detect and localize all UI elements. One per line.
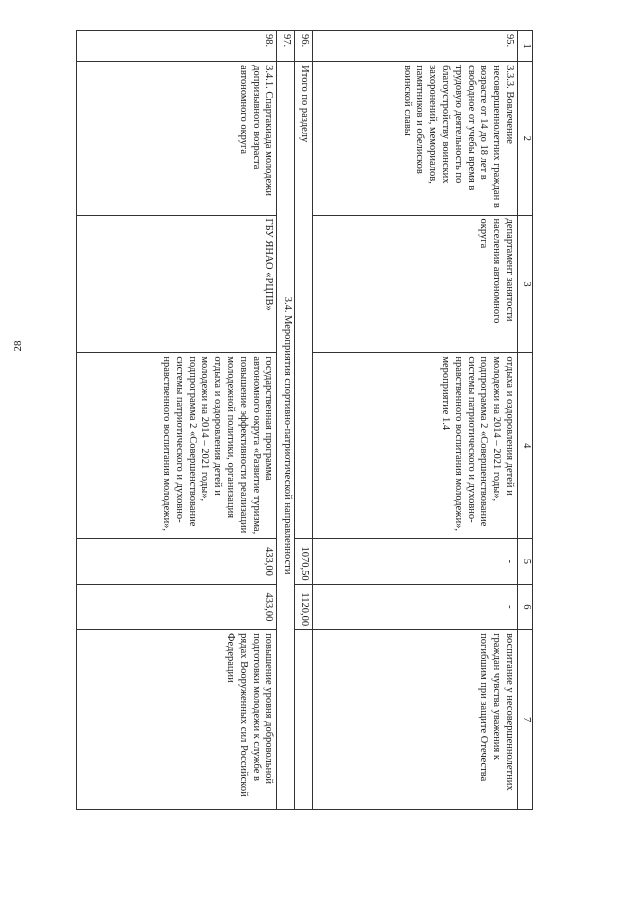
empty-cell [295, 630, 313, 810]
total-col6: 1120,00 [295, 584, 313, 630]
total-row [295, 31, 313, 810]
event-executor: ГБУ ЯНАО «РЦПВ» [77, 215, 277, 353]
value-col6: - [313, 584, 518, 630]
column-number: 6 [518, 584, 533, 630]
column-number: 3 [518, 215, 533, 353]
value-col5: 433,00 [77, 539, 277, 585]
value-col6: 433,00 [77, 584, 277, 630]
row-number: 97. [277, 31, 295, 62]
event-name: 3.4.1. Спартакиада молодежи допризывного возраста автономного округа [77, 62, 277, 215]
program-table-area [33, 30, 533, 810]
total-label: Итого по разделу [295, 62, 313, 539]
row-number: 95. [313, 31, 518, 62]
section-row [277, 31, 295, 810]
column-number: 5 [518, 539, 533, 585]
column-number: 4 [518, 353, 533, 539]
table-row [77, 31, 277, 810]
value-col5: - [313, 539, 518, 585]
row-number: 98. [77, 31, 277, 62]
column-number-row [518, 31, 533, 810]
event-result: воспитание у несовершеннолетних граждан чувства уважения к погибшим при защите Отечества [313, 630, 518, 810]
event-result: повышение уровня добровольной подготовки молодежи к службе в рядах Вооруженных сил Российской Федерации [77, 630, 277, 810]
event-program: отдыха и оздоровления детей и молодежи на 2014 – 2021 годы», подпрограмма 2 «Совершенствование системы патриотического и духовно-нравственного воспитания молодежи», мероприятие 1.4 [313, 353, 518, 539]
row-number: 96. [295, 31, 313, 62]
program-table [76, 30, 533, 810]
section-title: 3.4. Мероприятия спортивно-патриотической направленности [277, 62, 295, 810]
page-number: 28 [12, 340, 24, 352]
column-number: 2 [518, 62, 533, 215]
event-executor: департамент занятости населения автономного округа [313, 215, 518, 353]
column-number: 7 [518, 630, 533, 810]
table-row [313, 31, 518, 810]
event-program: государственная программа автономного округа «Развитие туризма, повышение эффективности реализации молодежной политики, организация отдыха и оздоровления детей и молодежи на 2014 – 2021 годы», подпрограмма 2 «Совершенствование системы патриотического и духовно-нравственного воспитания молодежи», [77, 353, 277, 539]
event-name: 3.3.3. Вовлечение несовершеннолетних граждан в возрасте от 14 до 18 лет в свободное от учебы время в трудовую деятельность по благоустройству воинских захоронений, мемориалов, памятников и обелисков воинской славы [313, 62, 518, 215]
total-col5: 1070,50 [295, 539, 313, 585]
column-number: 1 [518, 31, 533, 62]
